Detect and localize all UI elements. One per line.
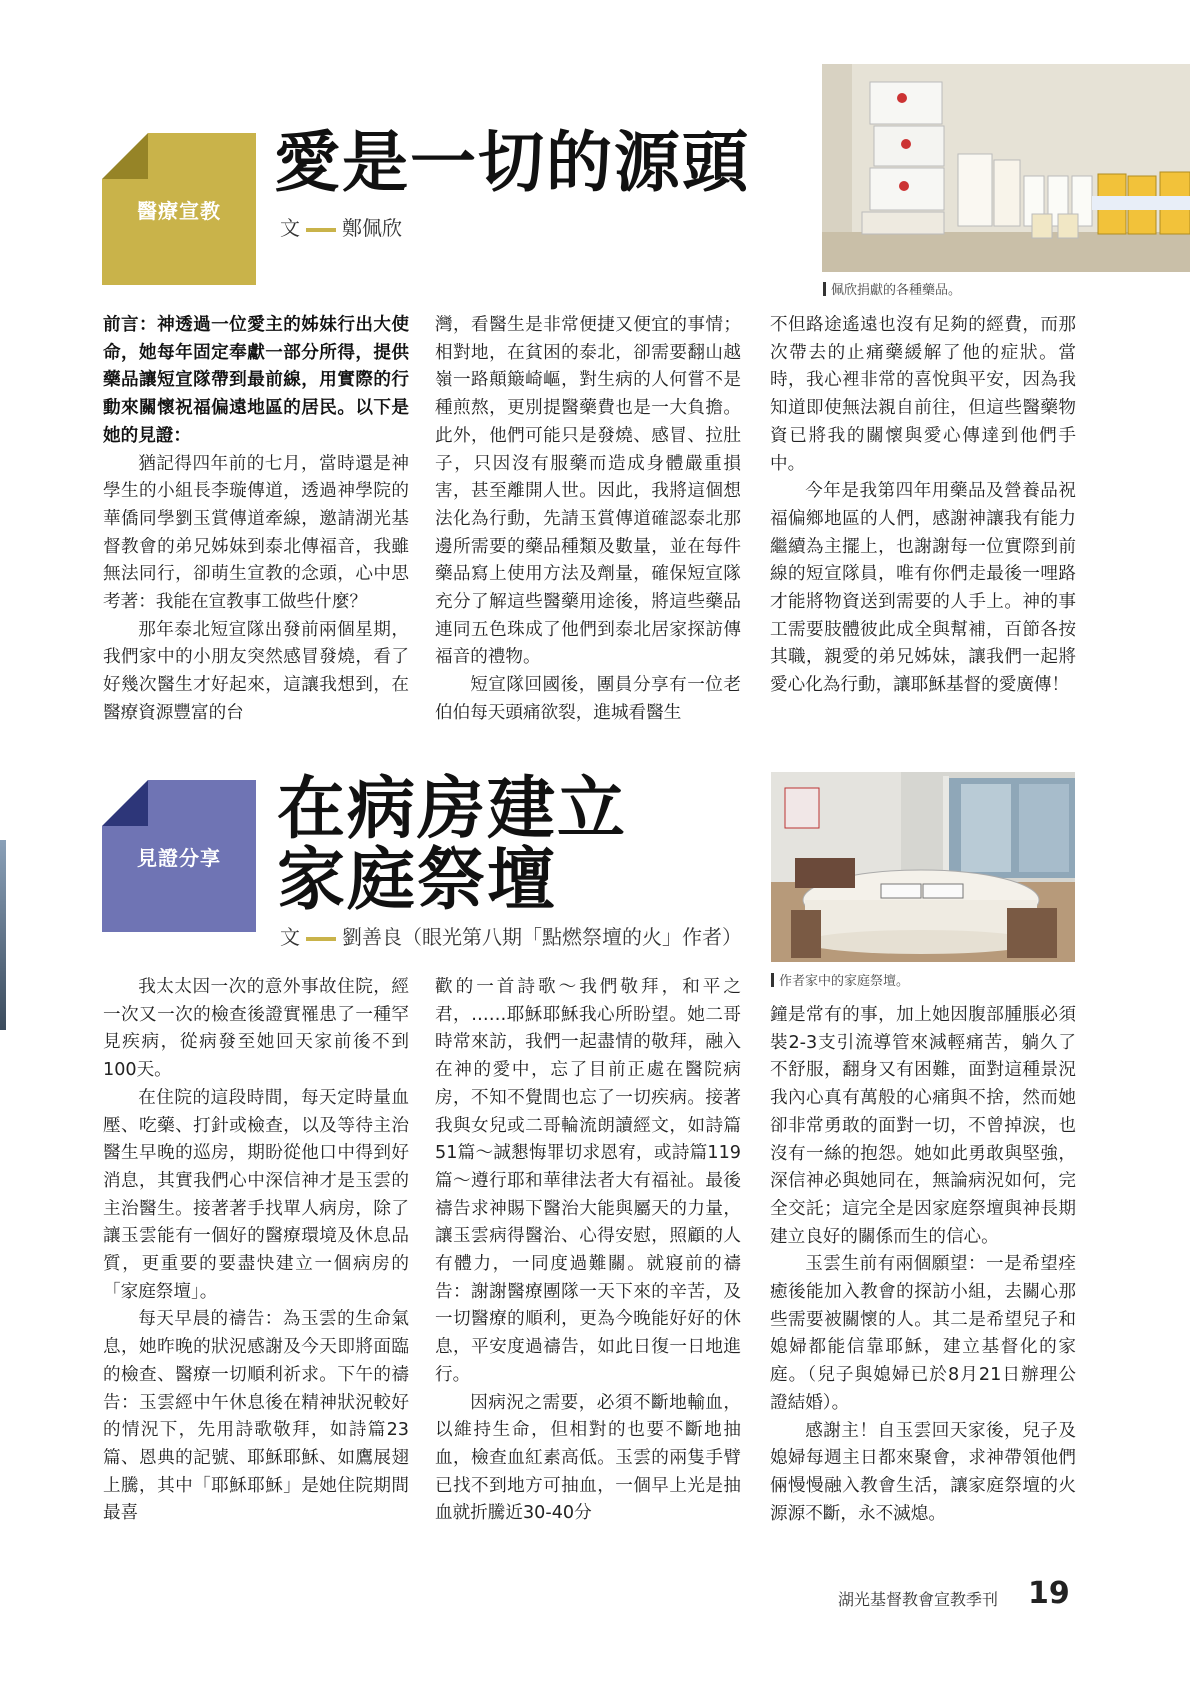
article1-column-1 xyxy=(103,312,409,728)
paragraph: 玉雲生前有兩個願望：一是希望痊癒後能加入教會的探訪小組，去關心那些需要被關懷的人。其二是希望兒子和媳婦都能信靠耶穌，建立基督化的家庭。（兒子與媳婦已於8月21日辦理公證結婚）。 xyxy=(770,1254,1076,1413)
byline-prefix: 文 xyxy=(280,216,300,240)
article-byline xyxy=(280,212,402,241)
article2-column-3 xyxy=(770,1002,1076,1528)
paragraph: 鐘是常有的事，加上她因腹部腫脹必須裝2-3支引流導管來減輕痛苦，躺久了不舒服，翻身又有困難，面對這種景況我內心真有萬般的心痛與不捨，然而她卻非常勇敢的面對一切，不曾掉淚，也沒有一絲的抱怨。她如此勇敢與堅強，深信神必與她同在，無論病況如何，完全交託；這完全是因家庭祭壇與神長期建立良好的關係而生的信心。 xyxy=(770,1005,1076,1247)
family-altar-photo-illustration xyxy=(771,772,1075,962)
title-line-1: 在病房建立 xyxy=(277,770,628,849)
photo-caption: 佩欣捐獻的各種藥品。 xyxy=(823,279,961,298)
article2-column-2 xyxy=(435,974,741,1528)
paragraph: 短宣隊回國後，團員分享有一位老伯伯每天頭痛欲裂，進城看醫生 xyxy=(435,675,741,723)
article-title: 愛是一切的源頭 xyxy=(274,124,750,201)
photo-caption: 作者家中的家庭祭壇。 xyxy=(771,970,909,989)
byline-prefix: 文 xyxy=(280,925,300,949)
paragraph: 感謝主！自玉雲回天家後，兒子及媳婦每週主日都來聚會，求神帶領他們倆慢慢融入教會生活，讓家庭祭壇的火源源不斷，永不滅熄。 xyxy=(770,1420,1076,1524)
article1-column-3 xyxy=(770,312,1076,700)
article-title xyxy=(277,770,628,921)
medicine-photo-illustration xyxy=(822,64,1190,272)
medicine-photo xyxy=(822,64,1190,272)
article2-column-1 xyxy=(103,974,409,1528)
category-tag-testimony xyxy=(102,780,256,932)
byline-dash xyxy=(306,228,336,232)
paragraph: 那年泰北短宣隊出發前兩個星期，我們家中的小朋友突然感冒發燒，看了好幾次醫生才好起來，這讓我想到，在醫療資源豐富的台 xyxy=(103,619,409,723)
page-number: 19 xyxy=(1028,1576,1070,1611)
paragraph: 灣，看醫生是非常便捷又便宜的事情；相對地，在貧困的泰北，卻需要翻山越嶺一路顛簸崎嶇，對生病的人何嘗不是種煎熬，更別提醫藥費也是一大負擔。此外，他們可能只是發燒、感冒、拉肚子，只因沒有服藥而造成身體嚴重損害，甚至離開人世。因此，我將這個想法化為行動，先請玉賞傳道確認泰北那邊所需要的藥品種類及數量，並在每件藥品寫上使用方法及劑量，確保短宣隊充分了解這些醫藥用途後，將這些藥品連同五色珠成了他們到泰北居家探訪傳福音的禮物。 xyxy=(435,315,741,668)
title-line-2: 家庭祭壇 xyxy=(277,841,558,921)
paragraph: 猶記得四年前的七月，當時還是神學生的小組長李璇傳道，透過神學院的華僑同學劉玉賞傳道牽線，邀請湖光基督教會的弟兄姊妹到泰北傳福音，我雖無法同行，卻萌生宣教的念頭，心中思考著：我能在宣教事工做些什麼？ xyxy=(103,453,409,613)
category-tag-label: 醫療宣教 xyxy=(137,198,221,223)
byline-author: 劉善良（眼光第八期「點燃祭壇的火」作者） xyxy=(342,925,742,949)
article-byline xyxy=(280,921,742,950)
category-tag-label: 見證分享 xyxy=(137,845,221,870)
article1-column-2 xyxy=(435,312,741,728)
paragraph: 因病況之需要，必須不斷地輸血，以維持生命，但相對的也要不斷地抽血，檢查血紅素高低。玉雲的兩隻手臂已找不到地方可抽血，一個早上光是抽血就折騰近30-40分 xyxy=(435,1392,741,1524)
paragraph: 我太太因一次的意外事故住院，經一次又一次的檢查後證實罹患了一種罕見疾病，從病發至她回天家前後不到100天。 xyxy=(103,977,409,1081)
paragraph: 不但路途遙遠也沒有足夠的經費，而那次帶去的止痛藥緩解了他的症狀。當時，我心裡非常的喜悅與平安，因為我知道即使無法親自前往，但這些醫藥物資已將我的關懷與愛心傳達到他們手中。 xyxy=(770,315,1076,474)
paragraph: 每天早晨的禱告：為玉雲的生命氣息，她昨晚的狀況感謝及今天即將面臨的檢查、醫療一切順利祈求。下午的禱告：玉雲經中午休息後在精神狀況較好的情況下，先用詩歌敬拜，如詩篇23篇、恩典的記號、耶穌耶穌、如鷹展翅上騰，其中「耶穌耶穌」是她住院期間最喜 xyxy=(103,1309,409,1524)
page-edge-image-strip xyxy=(0,840,6,1030)
paragraph: 在住院的這段時間，每天定時量血壓、吃藥、打針或檢查，以及等待主治醫生早晚的巡房，期盼從他口中得到好消息，其實我們心中深信神才是玉雲的主治醫生。接著著手找單人病房，除了讓玉雲能有一個好的醫療環境及休息品質，更重要的要盡快建立一個病房的「家庭祭壇」。 xyxy=(103,1087,409,1302)
byline-author: 鄭佩欣 xyxy=(342,216,402,240)
family-altar-photo xyxy=(771,772,1075,962)
paragraph: 今年是我第四年用藥品及營養品祝福偏鄉地區的人們，感謝神讓我有能力繼續為主擺上，也謝謝每一位實際到前線的短宣隊員，唯有你們走最後一哩路才能將物資送到需要的人手上。神的事工需要肢體彼此成全與幫補，百節各按其職，親愛的弟兄姊妹，讓我們一起將愛心化為行動，讓耶穌基督的愛廣傳！ xyxy=(770,481,1076,696)
paragraph: 歡的一首詩歌～我們敬拜，和平之君，……耶穌耶穌我心所盼望。她二哥時常來訪，我們一起盡情的敬拜，融入在神的愛中，忘了目前正處在醫院病房，不知不覺間也忘了一切疾病。接著我與女兒或二哥輪流朗讀經文，如詩篇51篇～誠懇悔罪切求恩宥，或詩篇119篇～遵行耶和華律法者大有福祉。最後禱告求神賜下醫治大能與屬天的力量，讓玉雲病得醫治、心得安慰，照顧的人有體力，一同度過難關。就寢前的禱告：謝謝醫療團隊一天下來的辛苦，及一切醫療的順利，更為今晚能好好的休息，平安度過禱告，如此日復一日地進行。 xyxy=(435,977,741,1385)
category-tag-medical-mission xyxy=(102,133,256,285)
article1-intro: 前言：神透過一位愛主的姊妹行出大使命，她每年固定奉獻一部分所得，提供藥品讓短宣隊帶到最前線，用實際的行動來關懷祝福偏遠地區的居民。以下是她的見證： xyxy=(103,315,409,446)
byline-dash xyxy=(306,937,336,941)
publication-name: 湖光基督教會宣教季刊 xyxy=(838,1590,999,1609)
